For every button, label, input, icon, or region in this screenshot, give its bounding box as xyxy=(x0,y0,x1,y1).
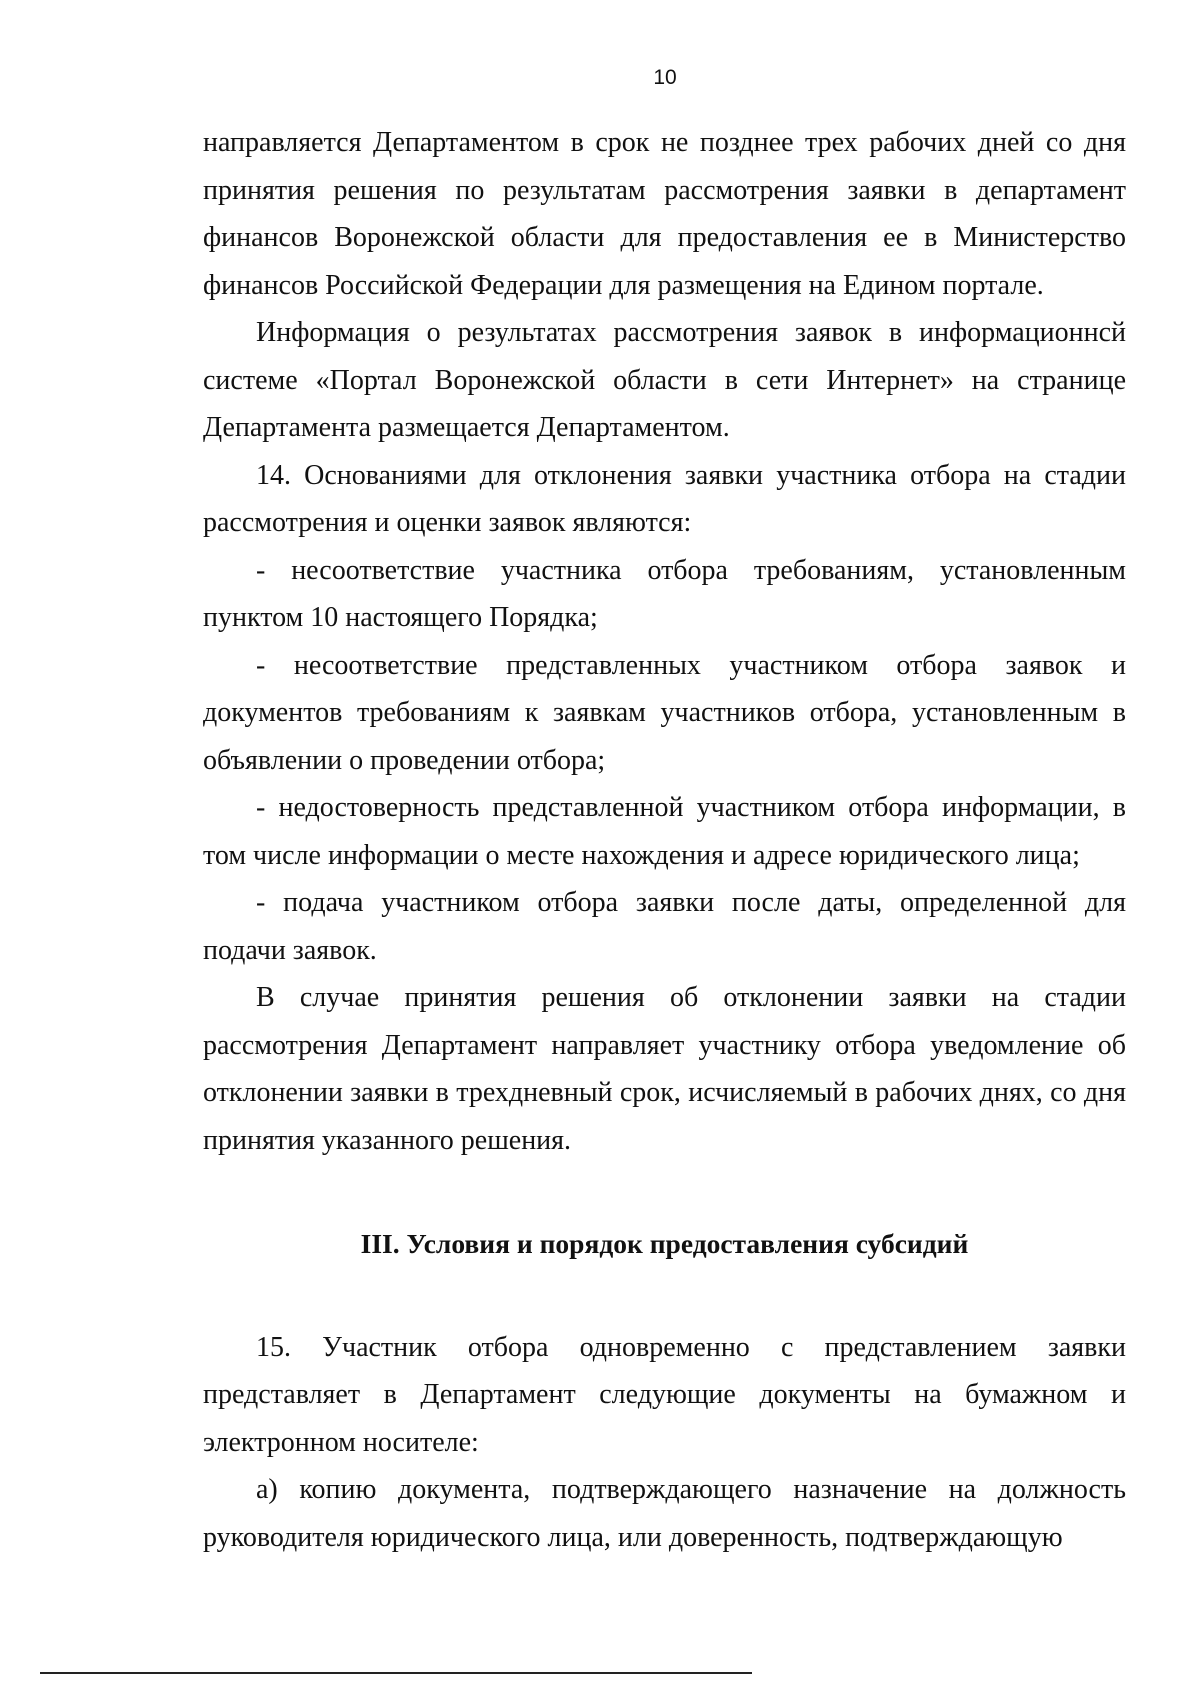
paragraph-required-documents: 15. Участник отбора одновременно с представлением заявки представляет в Департамент следующие документы на бумажном и электронном носителе: xyxy=(203,1331,1126,1458)
document-body xyxy=(203,119,1126,1561)
page-number: 10 xyxy=(653,66,677,89)
section-heading: III. Условия и порядок предоставления субсидий xyxy=(360,1228,969,1259)
list-item-participant-mismatch: - несоответствие участника отбора требованиям, установленным пунктом 10 настоящего Порядка; xyxy=(203,554,1126,633)
paragraph-submission-deadline: направляется Департаментом в срок не позднее трех рабочих дней со дня принятия решения по результатам рассмотрения заявки в департамент финансов Воронежской области для предоставления ее в Министерство финансов Российской Федерации для размещения на Едином портале. xyxy=(203,127,1126,301)
list-item-documents-mismatch: - несоответствие представленных участником отбора заявок и документов требованиям к заявкам участников отбора, установленным в объявлении о проведении отбора; xyxy=(203,649,1126,776)
paragraph-results-publication: Информация о результатах рассмотрения заявок в информационнсй системе «Портал Воронежской области в сети Интернет» на странице Департамента размещается Департаментом. xyxy=(203,317,1126,443)
list-item-appointment-copy: а) копию документа, подтверждающего назначение на должность руководителя юридического лица, или доверенность, подтверждающую xyxy=(203,1474,1126,1553)
list-item-late-submission: - подача участником отбора заявки после даты, определенной для подачи заявок. xyxy=(203,887,1126,966)
paragraph-rejection-grounds: 14. Основаниями для отклонения заявки участника отбора на стадии рассмотрения и оценки заявок являются: xyxy=(203,459,1126,538)
paragraph-rejection-notice: В случае принятия решения об отклонении заявки на стадии рассмотрения Департамент направляет участнику отбора уведомление об отклонении заявки в трехдневный срок, исчисляемый в рабочих днях, со дня принятия указанного решения. xyxy=(203,982,1126,1156)
list-item-unreliable-info: - недостоверность представленной участником отбора информации, в том числе информации о месте нахождения и адресе юридического лица; xyxy=(203,792,1126,871)
page-bottom-rule xyxy=(40,1672,752,1674)
